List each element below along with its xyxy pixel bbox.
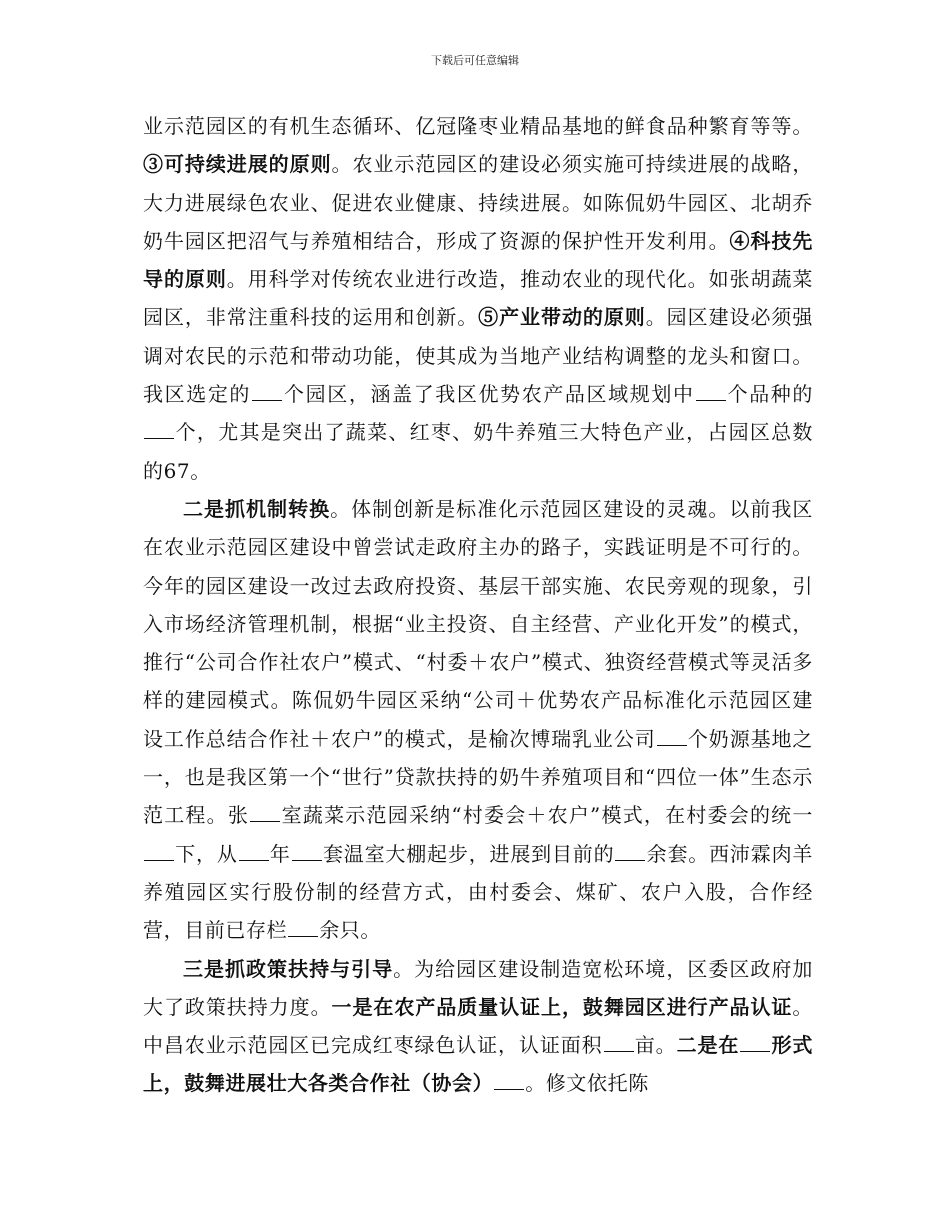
bold-heading: 二是抓机制转换: [183, 496, 331, 521]
fill-blank: [252, 384, 282, 401]
fill-blank: [696, 384, 726, 401]
paragraph-principles: [143, 107, 813, 490]
bold-heading: ⑤产业带动的原则: [478, 305, 646, 330]
fill-blank: [250, 805, 280, 822]
bold-heading: 形式上，鼓舞进展壮大各类合作社（协会）: [143, 1033, 814, 1096]
page-header: 下载后可任意编辑: [431, 54, 519, 67]
text-span: 套温室大棚起步，进展到目前的: [322, 841, 615, 866]
text-span: 个奶源基地之一，也是我区第一个“世行”贷款扶持的奶牛养殖项目和“四位一体”生态示范工程。张: [143, 726, 813, 828]
text-span: 业示范园区的有机生态循环、亿冠隆枣业精品基地的鲜食品种繁育等等。: [143, 114, 813, 138]
text-span: 。修文依托陈: [525, 1071, 649, 1096]
text-span: 个品种的: [726, 382, 814, 407]
text-span: 个，尤其是突出了蔬菜、红枣、奶牛养殖三大特色产业，占园区总数的67。: [143, 420, 813, 483]
text-span: 年: [269, 841, 291, 866]
text-span: 。园区建设必须强调对农民的示范和带动功能，使其成为当地产业结构调整的龙头和窗口。我区选定的: [143, 305, 813, 407]
fill-blank: [494, 1073, 524, 1090]
fill-blank: [657, 729, 687, 746]
paragraph-policy: [143, 950, 813, 1103]
text-span: 。中昌农业示范园区已完成红枣绿色认证，认证面积: [143, 994, 813, 1058]
bold-heading: 一是在农产品质量认证上，鼓舞园区进行产品认证: [331, 994, 793, 1019]
text-span: 下，从: [175, 841, 238, 866]
text-span: 亩。: [634, 1033, 677, 1058]
bold-heading: 二是在: [676, 1033, 740, 1058]
bold-heading: ④科技先导的原则: [143, 228, 813, 292]
fill-blank: [740, 1035, 770, 1052]
text-span: 。体制创新是标准化示范园区建设的灵魂。以前我区在农业示范园区建设中曾尝试走政府主办的路子，实践证明是不可行的。今年的园区建设一改过去政府投资、基层干部实施、农民旁观的现象，引入市场经济管理机制，根据“业主投资、自主经营、产业化开发”的模式，推行“公司合作社农户”模式、“村委＋农户”模式、独资经营模式等灵活多样的建园模式。陈侃奶牛园区采纳“公司＋优势农产品标准化示范园区建设工作总结合作社＋农户”的模式，是榆次博瑞乳业公司: [143, 496, 813, 751]
text-span: 室蔬菜示范园采纳“村委会＋农户”模式，在村委会的统一: [281, 803, 813, 828]
text-span: 。为给园区建设制造宽松环境，区委区政府加大了政策扶持力度。: [143, 956, 814, 1019]
text-span: 余只。: [319, 918, 382, 943]
document-body: [143, 107, 813, 1103]
fill-blank: [144, 844, 174, 861]
text-span: 。用科学对传统农业进行改造，推动农业的现代化。如张胡蔬菜园区，非常注重科技的运用和创新。: [143, 267, 813, 330]
text-span: 。农业示范园区的建设必须实施可持续进展的战略，大力进展绿色农业、促进农业健康、持续进展。如陈侃奶牛园区、北胡乔奶牛园区把沼气与养殖相结合，形成了资源的保护性开发利用。: [143, 152, 813, 253]
fill-blank: [292, 844, 322, 861]
fill-blank: [144, 422, 174, 439]
paragraph-mechanism: [143, 490, 813, 950]
bold-heading: 三是抓政策扶持与引导: [183, 956, 394, 981]
text-span: 个园区，涵盖了我区优势农产品区域规划中: [283, 382, 695, 407]
fill-blank: [239, 844, 269, 861]
fill-blank: [604, 1035, 634, 1052]
fill-blank: [288, 920, 318, 937]
bold-heading: ③可持续进展的原则: [143, 152, 332, 177]
text-span: 余套。西沛霖肉羊养殖园区实行股份制的经营方式，由村委会、煤矿、农户入股，合作经营，目前已存栏: [143, 841, 813, 943]
fill-blank: [615, 844, 645, 861]
